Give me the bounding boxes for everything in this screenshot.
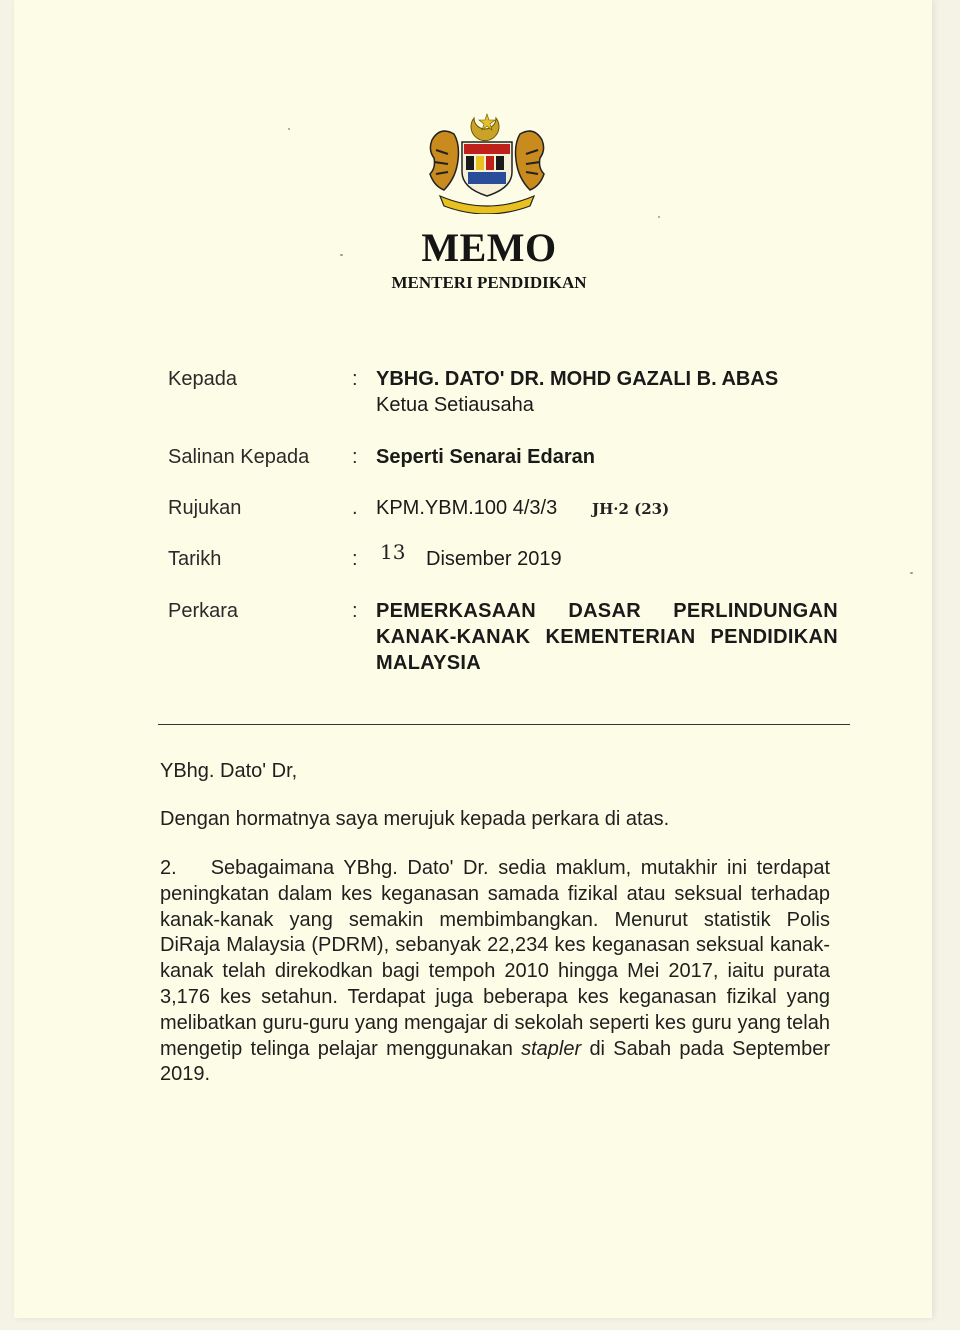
scan-speck xyxy=(910,572,913,574)
rujukan-label: Rujukan xyxy=(168,497,242,519)
salinan-value: Seperti Senarai Edaran xyxy=(376,446,595,468)
paragraph-2-number: 2. xyxy=(160,857,177,879)
tarikh-day-handwritten: 13 xyxy=(380,540,406,564)
rujukan-value: KPM.YBM.100 4/3/3 xyxy=(376,497,558,519)
memo-page xyxy=(14,0,932,1318)
divider xyxy=(158,724,850,725)
tarikh-value: Disember 2019 xyxy=(426,548,562,570)
tarikh-colon: : xyxy=(352,548,358,570)
memo-subtitle: MENTERI PENDIDIKAN xyxy=(391,273,587,292)
salutation: YBhg. Dato' Dr, xyxy=(160,760,298,782)
memo-title: MEMO xyxy=(421,225,557,270)
salinan-label: Salinan Kepada xyxy=(168,446,310,468)
kepada-value: YBHG. DATO' DR. MOHD GAZALI B. ABAS xyxy=(376,368,779,390)
perkara-label: Perkara xyxy=(168,600,239,622)
kepada-position: Ketua Setiausaha xyxy=(376,394,534,416)
paragraph-2 xyxy=(160,856,830,1088)
salinan-colon: : xyxy=(352,446,358,468)
scan-speck xyxy=(340,254,343,256)
kepada-label: Kepada xyxy=(168,368,237,390)
perkara-value: PEMERKASAAN DASAR PERLINDUNGAN KANAK-KANAK KEMENTERIAN PENDIDIKAN MALAYSIA xyxy=(376,600,838,674)
rujukan-handwritten: JH·2 (23) xyxy=(592,500,670,518)
malaysia-coat-of-arms-icon xyxy=(422,110,552,214)
paragraph-2-italic: stapler xyxy=(521,1037,582,1060)
paragraph-1: Dengan hormatnya saya merujuk kepada perkara di atas. xyxy=(160,808,670,830)
paragraph-2-text: Sebagaimana YBhg. Dato' Dr. sedia maklum, mutakhir ini terdapat peningkatan dalam kes keganasan samada fizikal atau seksual terhadap kanak-kanak yang semakin membimbangkan. Menurut statistik Polis DiRaja Malaysia (PDRM), sebanyak 22,234 kes keganasan seksual kanak-kanak telah direkodkan bagi tempoh 2010 hingga Mei 2017, iaitu purata 3,176 kes setahun. Terdapat juga beberapa kes keganasan fizikal yang melibatkan guru-guru yang mengajar di sekolah seperti kes guru yang telah mengetip telinga pelajar menggunakan xyxy=(160,857,830,1060)
scan-speck xyxy=(658,216,660,218)
tarikh-label: Tarikh xyxy=(168,548,222,570)
paragraph-2-end: di Sabah pada September 2019. xyxy=(160,1037,830,1086)
rujukan-colon: . xyxy=(352,497,358,519)
kepada-colon: : xyxy=(352,368,358,390)
scan-speck xyxy=(288,128,290,130)
perkara-colon: : xyxy=(352,600,358,622)
